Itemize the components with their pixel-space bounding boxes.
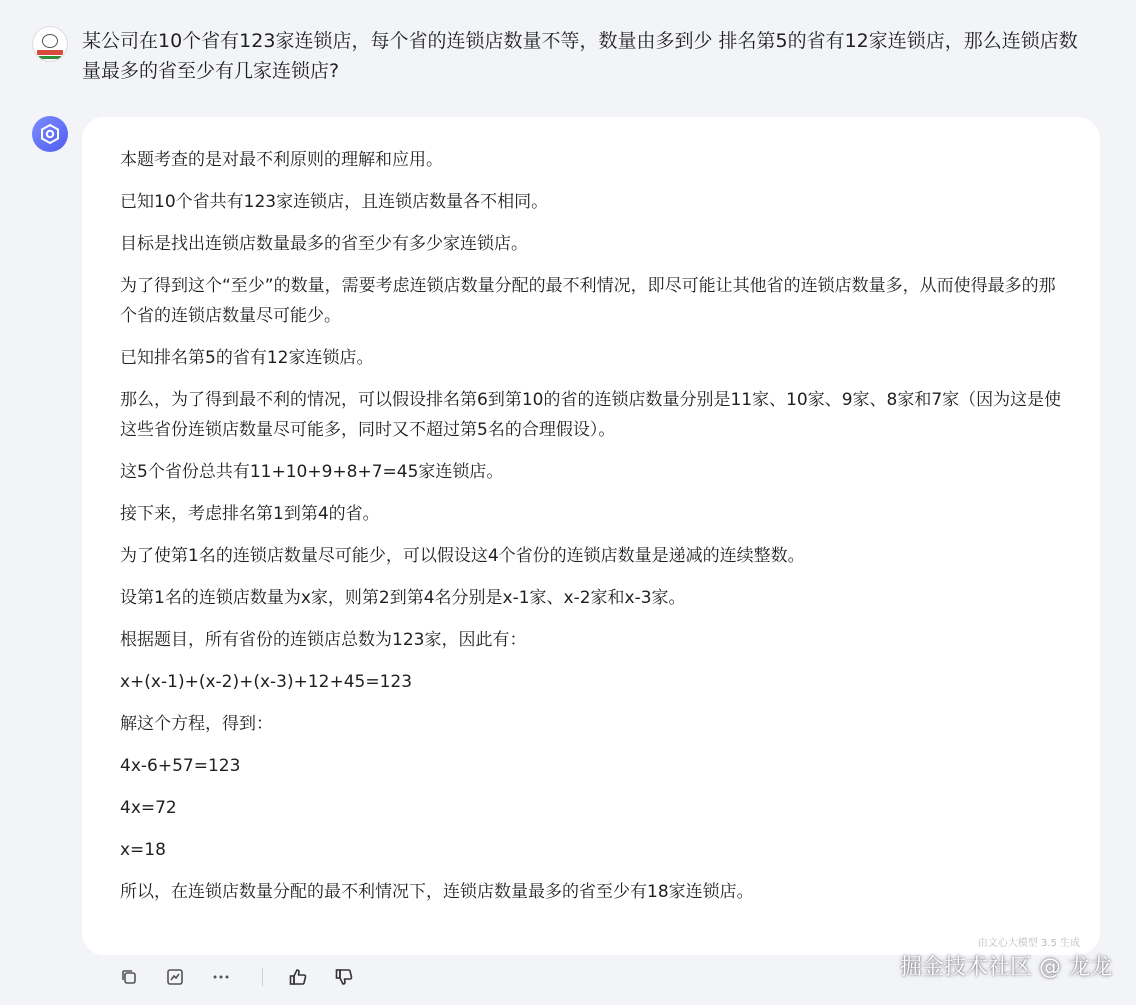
answer-paragraph: 解这个方程，得到： bbox=[120, 714, 273, 734]
more-icon bbox=[212, 968, 230, 986]
equation: x=18 bbox=[120, 840, 166, 860]
user-avatar[interactable] bbox=[32, 26, 68, 62]
answer-paragraph: 接下来，考虑排名第1到第4的省。 bbox=[120, 504, 380, 524]
answer-paragraph: 那么，为了得到最不利的情况，可以假设排名第6到第10的省的连锁店数量分别是11家、10家、9家、8家和7家（因为这是使这些省份连锁店数量尽可能多，同时又不超过第5名的合理假设）。 bbox=[120, 390, 1062, 440]
chart-button[interactable] bbox=[164, 966, 186, 988]
answer-paragraph: 为了使第1名的连锁店数量尽可能少，可以假设这4个省份的连锁店数量是递减的连续整数。 bbox=[120, 546, 805, 566]
more-button[interactable] bbox=[210, 966, 232, 988]
equation: 4x-6+57=123 bbox=[120, 756, 241, 776]
equation: 4x=72 bbox=[120, 798, 177, 818]
site-watermark: 掘金技术社区 @ 龙龙 bbox=[900, 955, 1112, 980]
answer-paragraph: 这5个省份总共有11+10+9+8+7=45家连锁店。 bbox=[120, 462, 504, 482]
answer-paragraph: 已知排名第5的省有12家连锁店。 bbox=[120, 348, 374, 368]
bot-logo-icon bbox=[39, 123, 61, 145]
user-question: 某公司在10个省有123家连锁店，每个省的连锁店数量不等，数量由多到少 排名第5的省有12家连锁店，那么连锁店数量最多的省至少有几家连锁店? bbox=[82, 30, 1078, 82]
bot-answer bbox=[82, 117, 1100, 955]
avatar-face-icon bbox=[42, 34, 58, 48]
action-bar bbox=[118, 966, 379, 988]
copy-button[interactable] bbox=[118, 966, 140, 988]
bot-avatar bbox=[32, 116, 68, 152]
chart-icon bbox=[166, 968, 184, 986]
model-badge: 由文心大模型 3.5 生成 bbox=[977, 938, 1080, 949]
copy-icon bbox=[120, 968, 138, 986]
like-button[interactable] bbox=[287, 966, 309, 988]
dislike-button[interactable] bbox=[333, 966, 355, 988]
user-message bbox=[32, 26, 1112, 86]
thumbs-down-icon bbox=[334, 967, 354, 987]
thumbs-up-icon bbox=[288, 967, 308, 987]
answer-conclusion: 所以，在连锁店数量分配的最不利情况下，连锁店数量最多的省至少有18家连锁店。 bbox=[120, 882, 754, 902]
answer-paragraph: 已知10个省共有123家连锁店，且连锁店数量各不相同。 bbox=[120, 192, 549, 212]
answer-paragraph: 为了得到这个“至少”的数量，需要考虑连锁店数量分配的最不利情况，即尽可能让其他省的连锁店数量多，从而使得最多的那个省的连锁店数量尽可能少。 bbox=[120, 276, 1056, 326]
answer-paragraph: 目标是找出连锁店数量最多的省至少有多少家连锁店。 bbox=[120, 234, 528, 254]
answer-paragraph: 根据题目，所有省份的连锁店总数为123家，因此有： bbox=[120, 630, 527, 650]
answer-paragraph: 设第1名的连锁店数量为x家，则第2到第4名分别是x-1家、x-2家和x-3家。 bbox=[120, 588, 686, 608]
answer-paragraph: 本题考查的是对最不利原则的理解和应用。 bbox=[120, 150, 443, 170]
equation: x+(x-1)+(x-2)+(x-3)+12+45=123 bbox=[120, 672, 413, 692]
divider bbox=[262, 968, 263, 986]
